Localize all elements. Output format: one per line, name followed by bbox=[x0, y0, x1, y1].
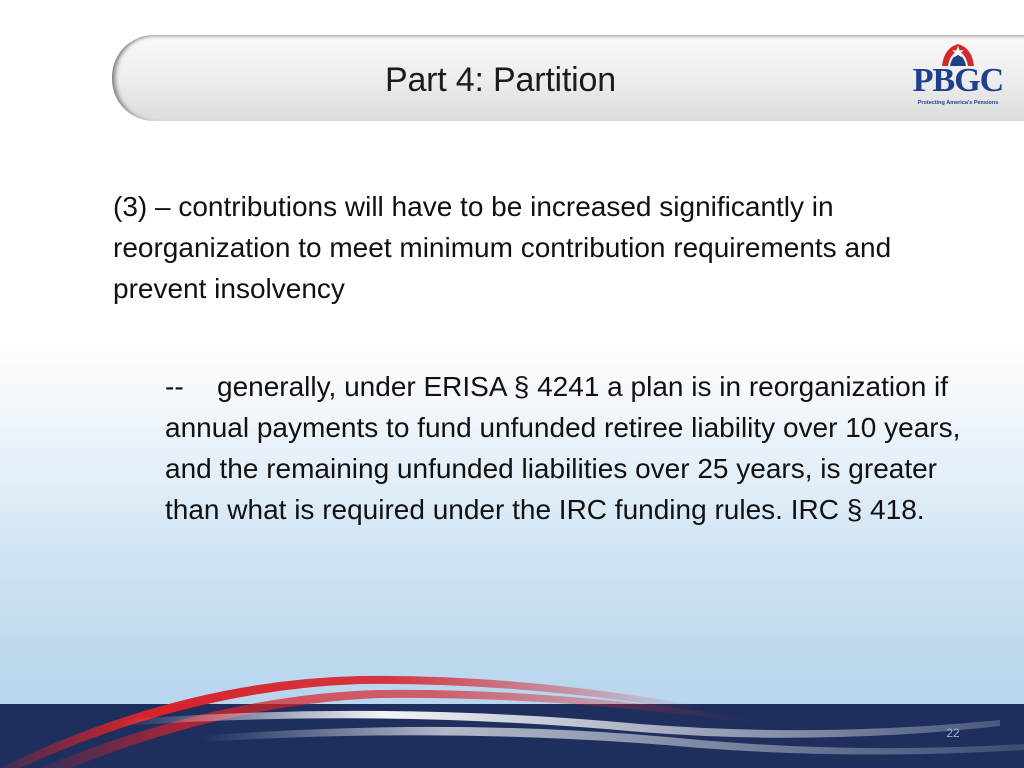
page-number: 22 bbox=[946, 726, 960, 740]
main-paragraph: (3) – contributions will have to be increased significantly in reorganization to meet minimum contribution requirements and prevent insolvency bbox=[113, 191, 892, 304]
sub-paragraph-text: generally, under ERISA § 4241 a plan is in reorganization if annual payments to fund unfunded retiree liability over 10 years, and the remaining unfunded liabilities over 25 years, is greater than what is required under the IRC funding rules. IRC § 418. bbox=[165, 371, 961, 525]
logo-tagline: Protecting America's Pensions bbox=[917, 100, 999, 106]
sub-paragraph bbox=[165, 366, 975, 530]
sub-marker: -- bbox=[165, 371, 184, 402]
pbgc-logo bbox=[910, 42, 1006, 112]
slide-title: Part 4: Partition bbox=[385, 61, 616, 99]
footer-swoosh-graphic bbox=[0, 660, 1024, 768]
logo-wordmark: PBGC bbox=[912, 62, 1004, 99]
